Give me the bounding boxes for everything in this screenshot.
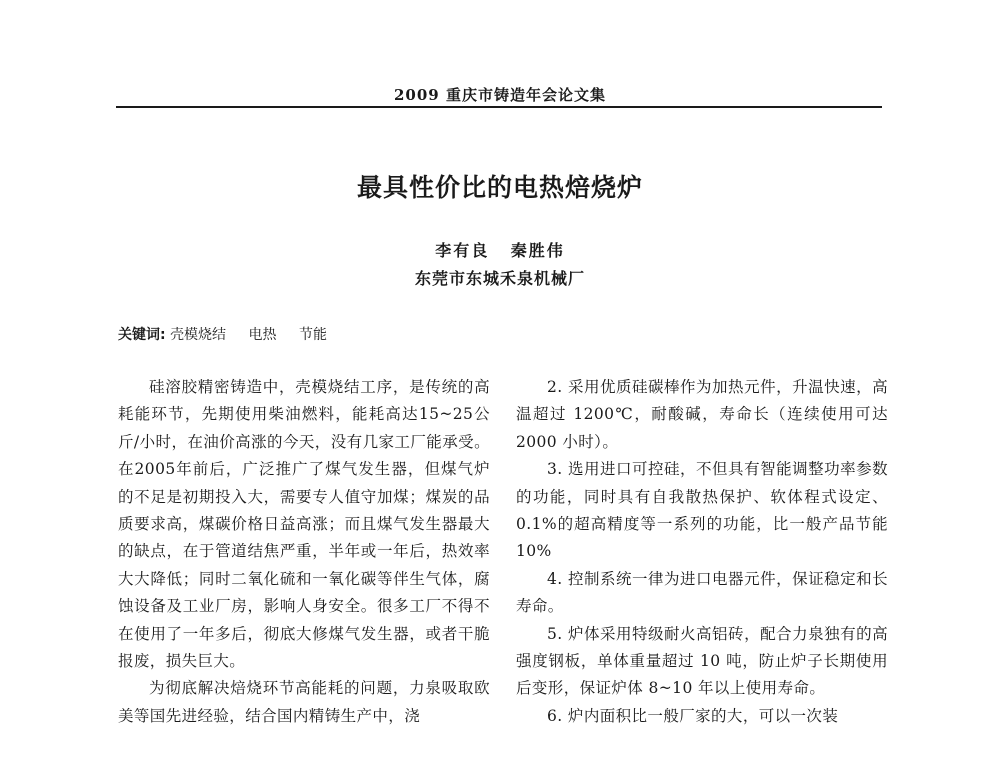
body-paragraph: 3. 选用进口可控硅，不但具有智能调整功率参数的功能，同时具有自我散热保护、软体程式设定、0.1%的超高精度等一系列的功能，比一般产品节能 10% [516,460,888,561]
body-paragraph: 4. 控制系统一律为进口电器元件，保证稳定和长寿命。 [516,569,888,616]
body-column-right [516,374,888,730]
body-paragraph: 为彻底解决焙烧环节高能耗的问题，力泉吸取欧美等国先进经验，结合国内精铸生产中，浇 [118,679,490,725]
keyword: 电热 [248,327,277,343]
keywords-label: 关键词: [118,327,166,343]
body-column-left [118,374,490,730]
header-rule [116,106,882,108]
body-paragraph: 5. 炉体采用特级耐火高铝砖，配合力泉独有的高强度钢板，单体重量超过 10 吨，防止炉子长期使用后变形，保证炉体 8~10 年以上使用寿命。 [516,624,888,698]
paper-title: 最具性价比的电热焙烧炉 [356,173,643,202]
affiliation: 东莞市东城禾泉机械厂 [414,269,585,288]
keyword: 壳模烧结 [170,327,227,343]
body-paragraph: 硅溶胶精密铸造中，壳模烧结工序，是传统的高耗能环节，先期使用柴油燃料，能耗高达15~25公斤/小时，在油价高涨的今天，没有几家工厂能承受。在2005年前后，广泛推广了煤气发生器，但煤气炉的不足是初期投入大，需要专人值守加煤；煤炭的品质要求高，煤碳价格日益高涨；而且煤气发生器最大的缺点，在于管道结焦严重，半年或一年后，热效率大大降低；同时二氧化硫和一氧化碳等伴生气体，腐蚀设备及工业厂房，影响人身安全。很多工厂不得不在使用了一年多后，彻底大修煤气发生器，或者干脆报废，损失巨大。 [118,378,490,671]
running-header: 2009 重庆市铸造年会论文集 [394,86,606,104]
body-paragraph: 2. 采用优质硅碳棒作为加热元件，升温快速，高温超过 1200℃，耐酸碱，寿命长（连续使用可达 2000 小时）。 [516,378,888,451]
body-paragraph: 6. 炉内面积比一般厂家的大，可以一次装 [547,706,839,725]
author-name: 李有良 [435,241,490,260]
author-name: 秦胜伟 [510,241,565,260]
keywords-line [118,324,345,344]
keyword: 节能 [298,327,327,343]
author-list [118,238,882,261]
